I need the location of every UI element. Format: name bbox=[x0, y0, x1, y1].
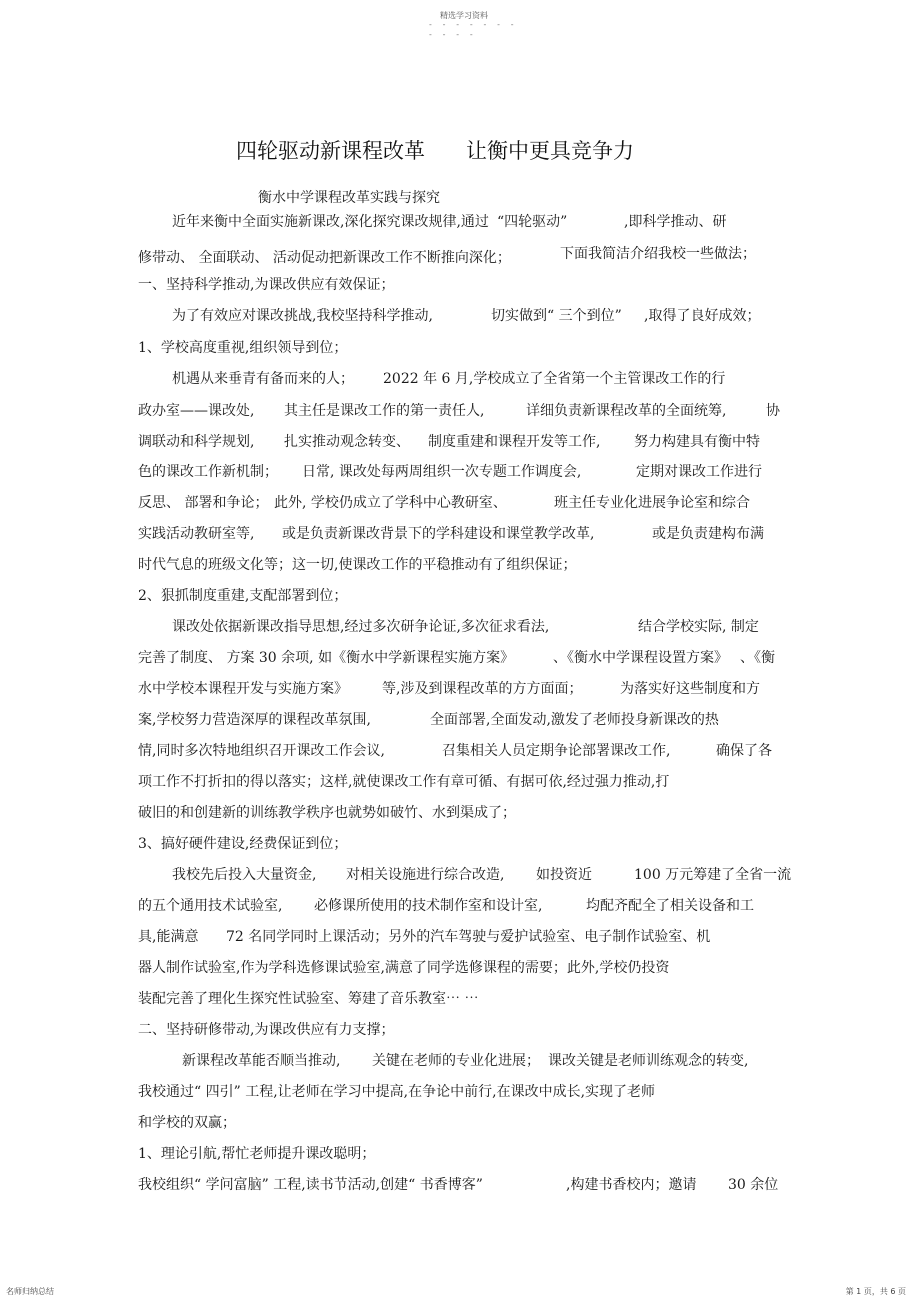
paragraph-text: 日常, 课改处每两周组织一次专题工作调度会, bbox=[302, 464, 582, 480]
page-title: 四轮驱动新课程改革 bbox=[236, 139, 425, 163]
paragraph-text: 如投资近 bbox=[536, 867, 592, 883]
paragraph-text: 实践活动教研室等, bbox=[138, 526, 255, 542]
paragraph-text: 项工作不打折扣的得以落实；这样,就使课改工作有章可循、有据可依,经过强力推动,打 bbox=[138, 774, 670, 790]
paragraph-text: 时代气息的班级文化等；这一切,使课改工作的平稳推动有了组织保证； bbox=[138, 557, 577, 573]
paragraph-text: ,即科学推动、研 bbox=[624, 214, 727, 230]
paragraph-text: 我校通过“ 四引” 工程,让老师在学习中提高,在争论中前行,在课改中成长,实现了老师 bbox=[138, 1084, 656, 1100]
paragraph-text: 详细负责新课程改革的全面统筹, bbox=[526, 403, 727, 419]
paragraph-text: 机遇从来垂青有备而来的人； bbox=[172, 371, 354, 387]
paragraph-text: 此外, 学校仍成立了学科中心教研室、 bbox=[274, 495, 507, 511]
paragraph-text: 定期对课改工作进行 bbox=[636, 464, 762, 480]
paragraph-text: 、《衡 bbox=[740, 650, 775, 666]
paragraph-text: 制度重建和课程开发等工作, bbox=[428, 434, 601, 450]
section-heading: 一、坚持科学推动,为课改供应有效保证； bbox=[138, 277, 395, 293]
subsection-heading: 1、理论引航,帮忙老师提升课改聪明； bbox=[138, 1146, 376, 1162]
paragraph-text: 我校组织“ 学问富脑” 工程,读书节活动,创建“ 书香博客” bbox=[138, 1177, 483, 1193]
paragraph-text: 装配完善了理化生探究性试验室、筹建了音乐教室⋯ ⋯ bbox=[138, 991, 479, 1007]
paragraph-text: 努力构建具有衡中特 bbox=[634, 434, 760, 450]
paragraph-text: 对相关设施进行综合改造, bbox=[346, 867, 505, 883]
paragraph-text: 具,能满意 bbox=[138, 929, 199, 945]
paragraph-text: 为落实好这些制度和方 bbox=[620, 681, 760, 697]
paragraph-text: 均配齐配全了相关设备和工 bbox=[586, 898, 754, 914]
footer-left: 名师归纳总结 bbox=[6, 1287, 54, 1296]
paragraph-text: 100 万元筹建了全省一流 bbox=[634, 867, 792, 883]
subsection-heading: 3、搞好硬件建设,经费保证到位； bbox=[138, 836, 348, 852]
paragraph-text: ,取得了良好成效； bbox=[644, 308, 761, 324]
subsection-heading: 1、学校高度重视,组织领导到位； bbox=[138, 340, 348, 356]
paragraph-text: 的五个通用技术试验室, bbox=[138, 898, 283, 914]
paragraph-text: 为了有效应对课改挑战,我校坚持科学推动, bbox=[172, 308, 433, 324]
header-dashes-bottom: - - - - bbox=[428, 30, 476, 39]
paragraph-text: 等,涉及到课程改革的方方面面； bbox=[382, 681, 583, 697]
paragraph-text: 调联动和科学规划, bbox=[138, 434, 255, 450]
paragraph-text: ,构建书香校内；邀请 bbox=[566, 1177, 697, 1193]
paragraph-text: 新课程改革能否顺当推动, bbox=[182, 1053, 341, 1069]
paragraph-text: 扎实推动观念转变、 bbox=[284, 434, 410, 450]
paragraph-text: 或是负责建构布满 bbox=[652, 526, 764, 542]
paragraph-text: 政办室——课改处, bbox=[138, 403, 255, 419]
paragraph-text: 案,学校努力营造深厚的课程改革氛围, bbox=[138, 712, 371, 728]
paragraph-text: 确保了各 bbox=[716, 743, 772, 759]
page-title-part2: 让衡中更具竞争力 bbox=[466, 139, 634, 163]
paragraph-text: 完善了制度、 方案 30 余项, 如《衡水中学新课程实施方案》 bbox=[138, 650, 515, 666]
paragraph-text: 结合学校实际, 制定 bbox=[638, 619, 759, 635]
paragraph-text: 30 余位 bbox=[728, 1177, 779, 1193]
paragraph-text: 色的课改工作新机制； bbox=[138, 464, 278, 480]
paragraph-text: 课改处依据新课改指导思想,经过多次研争论证,多次征求看法, bbox=[172, 619, 550, 635]
paragraph-text: 协 bbox=[766, 403, 780, 419]
subsection-heading: 2、狠抓制度重建,支配部署到位； bbox=[138, 588, 348, 604]
paragraph-text: 我校先后投入大量资金, bbox=[172, 867, 317, 883]
paragraph-text: 反思、 部署和争论； bbox=[138, 495, 269, 511]
paragraph-text: 水中学校本课程开发与实施方案》 bbox=[138, 681, 348, 697]
paragraph-text: 课改关键是老师训练观念的转变, bbox=[548, 1053, 749, 1069]
paragraph-text: 近年来衡中全面实施新课改,深化探究课改规律,通过 bbox=[172, 214, 489, 230]
page-number: 第 1 页，共 6 页 bbox=[845, 1287, 906, 1296]
paragraph-text: 切实做到“ 三个到位” bbox=[491, 308, 622, 324]
paragraph-text: 72 名同学同时上课活动；另外的汽车驾驶与爱护试验室、电子制作试验室、机 bbox=[226, 929, 711, 945]
paragraph-text: 其主任是课改工作的第一责任人, bbox=[284, 403, 485, 419]
paragraph-text: 、《衡水中学课程设置方案》 bbox=[553, 650, 728, 666]
paragraph-text: 破旧的和创建新的训练教学秩序也就势如破竹、水到渠成了； bbox=[138, 805, 516, 821]
header-dashes: - - - - - - - bbox=[428, 20, 517, 29]
paragraph-text: 召集相关人员定期争论部署课改工作, bbox=[442, 743, 671, 759]
paragraph-text: 关键在老师的专业化进展； bbox=[372, 1053, 540, 1069]
section-heading: 二、坚持研修带动,为课改供应有力支撑； bbox=[138, 1022, 395, 1038]
page-header-label: 精选学习资料 bbox=[440, 11, 488, 20]
paragraph-text: 全面部署,全面发动,激发了老师投身新课改的热 bbox=[430, 712, 719, 728]
paragraph-text: 情,同时多次特地组织召开课改工作会议, bbox=[138, 743, 385, 759]
paragraph-text: 或是负责新课改背景下的学科建设和课堂教学改革, bbox=[282, 526, 595, 542]
paragraph-text: 器人制作试验室,作为学科选修课试验室,满意了同学选修课程的需要；此外,学校仍投资 bbox=[138, 960, 670, 976]
paragraph-text: “四轮驱动” bbox=[497, 214, 568, 230]
paragraph-text: 和学校的双赢； bbox=[138, 1115, 236, 1131]
paragraph-text: 2022 年 6 月,学校成立了全省第一个主管课改工作的行 bbox=[383, 371, 726, 387]
paragraph-text: 下面我简洁介绍我校一些做法； bbox=[560, 246, 756, 262]
paragraph-text: 班主任专业化进展争论室和综合 bbox=[554, 495, 750, 511]
paragraph-text: 必修课所使用的技术制作室和设计室, bbox=[314, 898, 543, 914]
paragraph-text: 修带动、 全面联动、 活动促动把新课改工作不断推向深化； bbox=[138, 250, 511, 266]
subtitle: 衡水中学课程改革实践与探究 bbox=[258, 190, 440, 206]
